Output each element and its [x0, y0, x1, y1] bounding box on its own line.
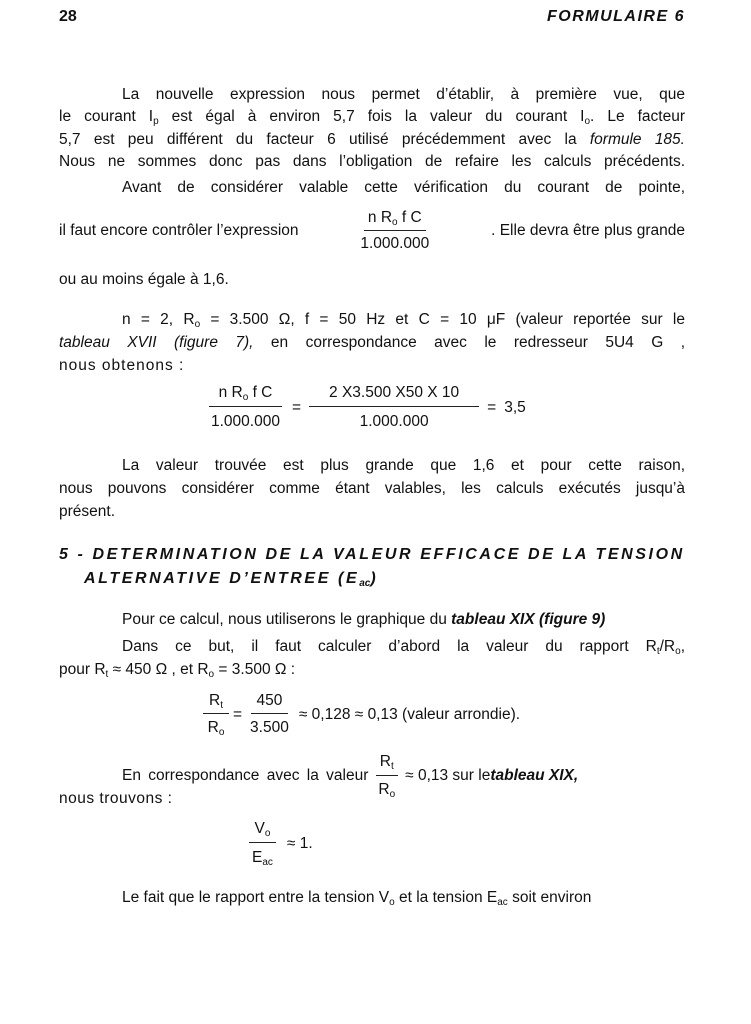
- paragraph-line: nous pouvons considérer comme étant valables, les calculs exécutés jusqu’à: [59, 480, 685, 497]
- paragraph-line: pour $R_t \approx 450$ Ω , et $R_o = 3.500$ Ω :: [59, 661, 296, 680]
- fraction: $\frac{V_o}{E_{ac}}$: [248, 820, 277, 867]
- equation-1: $\frac{n R_o f C}{1.000.000}$ = $\frac{2 X3.500 X50 X 10}{1.000.000}$ = 3,5: [207, 384, 526, 431]
- paragraph-line: tableau XVII (figure 7), en correspondance avec le redresseur 5U4 G ,: [59, 334, 685, 351]
- running-title: FORMULAIRE 6: [547, 8, 685, 25]
- fraction: $\frac{R_t}{R_o}$: [203, 692, 229, 737]
- paragraph-line: ou au moins égale à 1,6.: [59, 271, 229, 288]
- paragraph-line: Dans ce but, il faut calculer d’abord la valeur du rapport $R_t/R_o$,: [122, 638, 685, 657]
- equation-2: $\frac{R_t}{R_o}$ = $\frac{450}{3.500}$ ≈ 0,128 ≈ 0,13 (valeur arrondie).: [203, 692, 520, 737]
- paragraph-line: nous obtenons :: [59, 357, 185, 374]
- paragraph-line: nous trouvons :: [59, 790, 173, 807]
- paragraph-line: Le fait que le rapport entre la tension $V_o$ et la tension $E_{ac}$ soit environ: [122, 889, 592, 908]
- paragraph-line: 5,7 est peu différent du facteur 6 utilisé précédemment avec la formule 185.: [59, 131, 685, 148]
- fraction: $\frac{450}{3.500}$: [250, 692, 289, 736]
- paragraph-line: le courant $I_p$ est égal à environ 5,7 fois la valeur du courant $I_o$. Le facteur: [59, 108, 685, 127]
- paragraph-line: Pour ce calcul, nous utiliserons le graphique du tableau XIX (figure 9): [122, 611, 606, 628]
- page-number: 28: [59, 8, 77, 25]
- section-heading: 5 - DETERMINATION DE LA VALEUR EFFICACE DE LA TENSION: [59, 546, 685, 563]
- paragraph-line: n = 2, $R_o = 3.500$ Ω, f = 50 Hz et C = 10 μF (valeur reportée sur le: [122, 311, 685, 330]
- paragraph-line: En correspondance avec la valeur $\frac{R_t}{R_o}$ ≈ 0,13 sur le tableau XIX,: [122, 753, 579, 800]
- paragraph-line: Avant de considérer valable cette vérification du courant de pointe,: [122, 179, 685, 196]
- fraction: $\frac{n R_o f C}{1.000.000}$: [360, 209, 430, 252]
- fraction: $\frac{n R_o f C}{1.000.000}$: [207, 384, 284, 431]
- equation-3: $\frac{V_o}{E_{ac}}$ ≈ 1.: [248, 820, 313, 867]
- paragraph-line: Nous ne sommes donc pas dans l’obligation de refaire les calculs précédents.: [59, 153, 685, 170]
- paragraph-line: La nouvelle expression nous permet d’établir, à première vue, que: [122, 86, 685, 103]
- paragraph-line: La valeur trouvée est plus grande que 1,6 et pour cette raison,: [122, 457, 685, 474]
- paragraph-line: il faut encore contrôler l’expression $\frac{n R_o f C}{1.000.000}$ . Elle devra être plus grande: [59, 209, 685, 252]
- paragraph-line: présent.: [59, 503, 116, 520]
- section-heading: ALTERNATIVE D’ENTREE $(E_{ac})$: [84, 570, 379, 589]
- fraction: $\frac{2 X3.500 X50 X 10}{1.000.000}$: [309, 384, 479, 431]
- fraction: $\frac{R_t}{R_o}$: [374, 752, 399, 800]
